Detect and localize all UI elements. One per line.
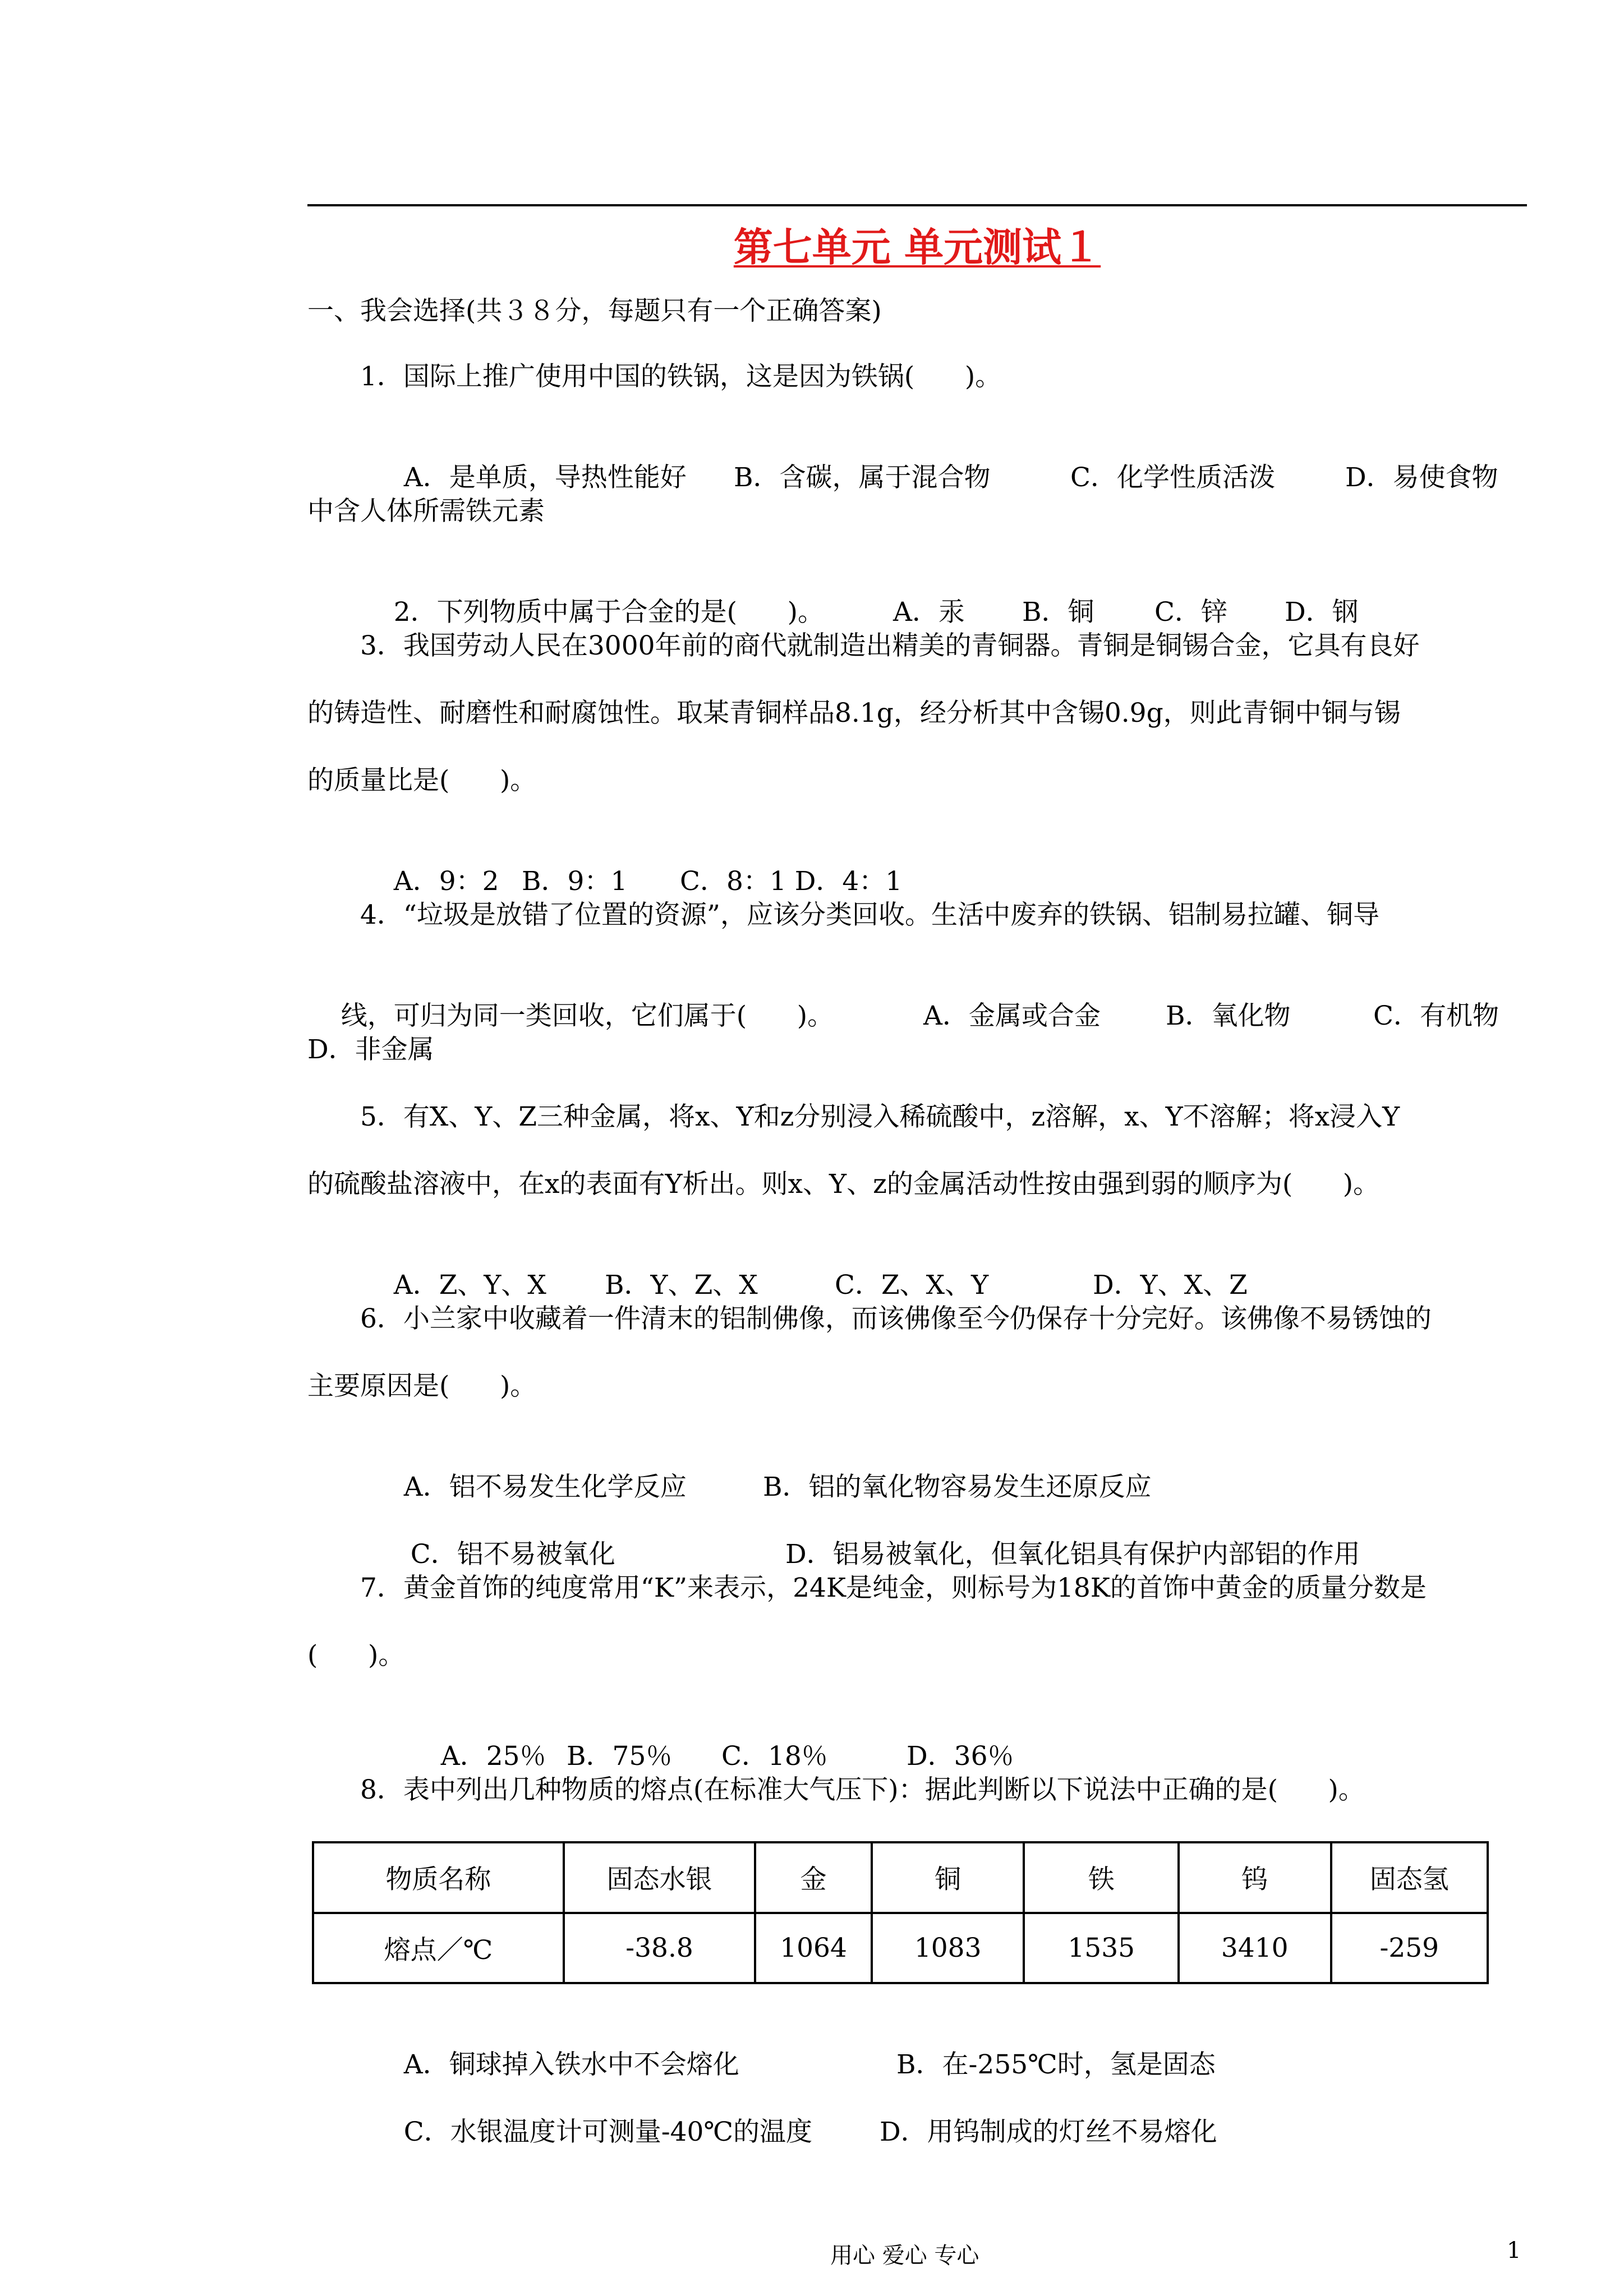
option-c[interactable]: C．锌 [1154,597,1227,628]
question-4-line1: 4．“垃圾是放错了位置的资源”，应该分类回收。生活中废弃的铁锅、铝制易拉罐、铜导 [360,900,1379,930]
question-6-line2: 主要原因是( )。 [307,1371,537,1401]
option-c[interactable]: C．铝不易被氧化 [410,1539,615,1570]
option-c[interactable]: C．18％ [721,1741,828,1772]
option-b[interactable]: B．在-255℃时，氢是固态 [896,2049,1216,2080]
question-1-stem: 1．国际上推广使用中国的铁锅，这是因为铁锅( )。 [360,361,1002,392]
option-b[interactable]: B．Y、Z、X [605,1270,758,1301]
option-d[interactable]: D．Y、X、Z [1093,1270,1248,1301]
option-b[interactable]: B．含碳，属于混合物 [734,462,991,493]
option-a[interactable]: A．汞 [893,597,965,628]
table-cell: 固态氢 [1331,1842,1488,1913]
option-a[interactable]: A．铝不易发生化学反应 [403,1472,687,1502]
table-header-row [313,1842,1488,1913]
option-d[interactable]: D．非金属 [307,1034,434,1065]
question-8-stem: 8．表中列出几种物质的熔点(在标准大气压下)：据此判断以下说法中正确的是( )。 [360,1774,1365,1805]
question-7-line2: ( )。 [307,1640,405,1671]
option-d[interactable]: D．用钨制成的灯丝不易熔化 [880,2117,1217,2147]
footer-text: 用心 爱心 专心 [830,2243,979,2269]
question-3-line1: 3．我国劳动人民在3000年前的商代就制造出精美的青铜器。青铜是铜锡合金，它具有良好 [360,630,1420,661]
question-2-stem: 2．下列物质中属于合金的是( )。 [393,597,824,628]
option-b[interactable]: B．75％ [567,1741,673,1772]
option-a[interactable]: A．铜球掉入铁水中不会熔化 [403,2049,739,2080]
option-c[interactable]: C．有机物 [1373,1001,1499,1031]
question-3-line3: 的质量比是( )。 [307,765,537,796]
option-b[interactable]: B．氧化物 [1166,1001,1291,1031]
option-a[interactable]: A．9：2 [393,866,499,897]
option-c[interactable]: C．Z、X、Y [835,1270,989,1301]
option-d[interactable]: D．36％ [907,1741,1014,1772]
option-c[interactable]: C．化学性质活泼 [1070,462,1275,493]
table-cell: 物质名称 [313,1842,564,1913]
option-b[interactable]: B．铜 [1022,597,1094,628]
table-cell: 1535 [1024,1913,1179,1984]
option-a[interactable]: A．25％ [440,1741,546,1772]
option-a[interactable]: A．是单质，导热性能好 [403,462,687,493]
option-d[interactable]: D．铝易被氧化，但氧化铝具有保护内部铝的作用 [785,1539,1360,1570]
question-6-line1: 6．小兰家中收藏着一件清末的铝制佛像，而该佛像至今仍保存十分完好。该佛像不易锈蚀的 [360,1303,1432,1334]
question-4-stem: 线，可归为同一类回收，它们属于( )。 [341,1001,834,1031]
option-d[interactable]: D．钢 [1285,597,1359,628]
option-b[interactable]: B．9：1 [522,866,628,897]
table-cell: 金 [755,1842,872,1913]
table-cell: 1064 [755,1913,872,1984]
table-cell: 固态水银 [564,1842,755,1913]
table-cell: 铜 [872,1842,1024,1913]
question-5-line1: 5．有X、Y、Z三种金属，将x、Y和z分别浸入稀硫酸中，z溶解，x、Y不溶解；将x浸入Y [360,1101,1400,1132]
page-number: 1 [1507,2238,1521,2263]
question-8-options-row2 [370,2082,1217,2183]
table-cell: -259 [1331,1913,1488,1984]
option-a[interactable]: A．Z、Y、X [393,1270,546,1301]
table-cell: 钨 [1179,1842,1331,1913]
melting-point-table [312,1841,1489,1984]
table-cell: 熔点／℃ [313,1913,564,1984]
option-b[interactable]: B．铝的氧化物容易发生还原反应 [763,1472,1152,1502]
section-heading: 一、我会选择(共３８分，每题只有一个正确答案) [307,296,882,326]
option-a[interactable]: A．金属或合金 [923,1001,1101,1031]
table-cell: 3410 [1179,1913,1331,1984]
question-1-continuation: 中含人体所需铁元素 [307,496,545,527]
option-c[interactable]: C．水银温度计可测量-40℃的温度 [403,2117,812,2147]
table-cell: -38.8 [564,1913,755,1984]
table-cell: 铁 [1024,1842,1179,1913]
header-rule [307,204,1527,206]
page-title: 第七单元 单元测试１ [733,224,1101,270]
question-7-line1: 7．黄金首饰的纯度常用“K”来表示，24K是纯金，则标号为18K的首饰中黄金的质量分数是 [360,1573,1427,1603]
option-cd[interactable]: C．8：1 D．4：1 [680,866,903,897]
table-cell: 1083 [872,1913,1024,1984]
question-5-line2: 的硫酸盐溶液中，在x的表面有Y析出。则x、Y、z的金属活动性按由强到弱的顺序为( )。 [307,1169,1380,1200]
table-row [313,1913,1488,1984]
option-d[interactable]: D．易使食物 [1345,462,1498,493]
question-3-line2: 的铸造性、耐磨性和耐腐蚀性。取某青铜样品8.1g，经分析其中含锡0.9g，则此青铜中铜与锡 [307,698,1401,729]
